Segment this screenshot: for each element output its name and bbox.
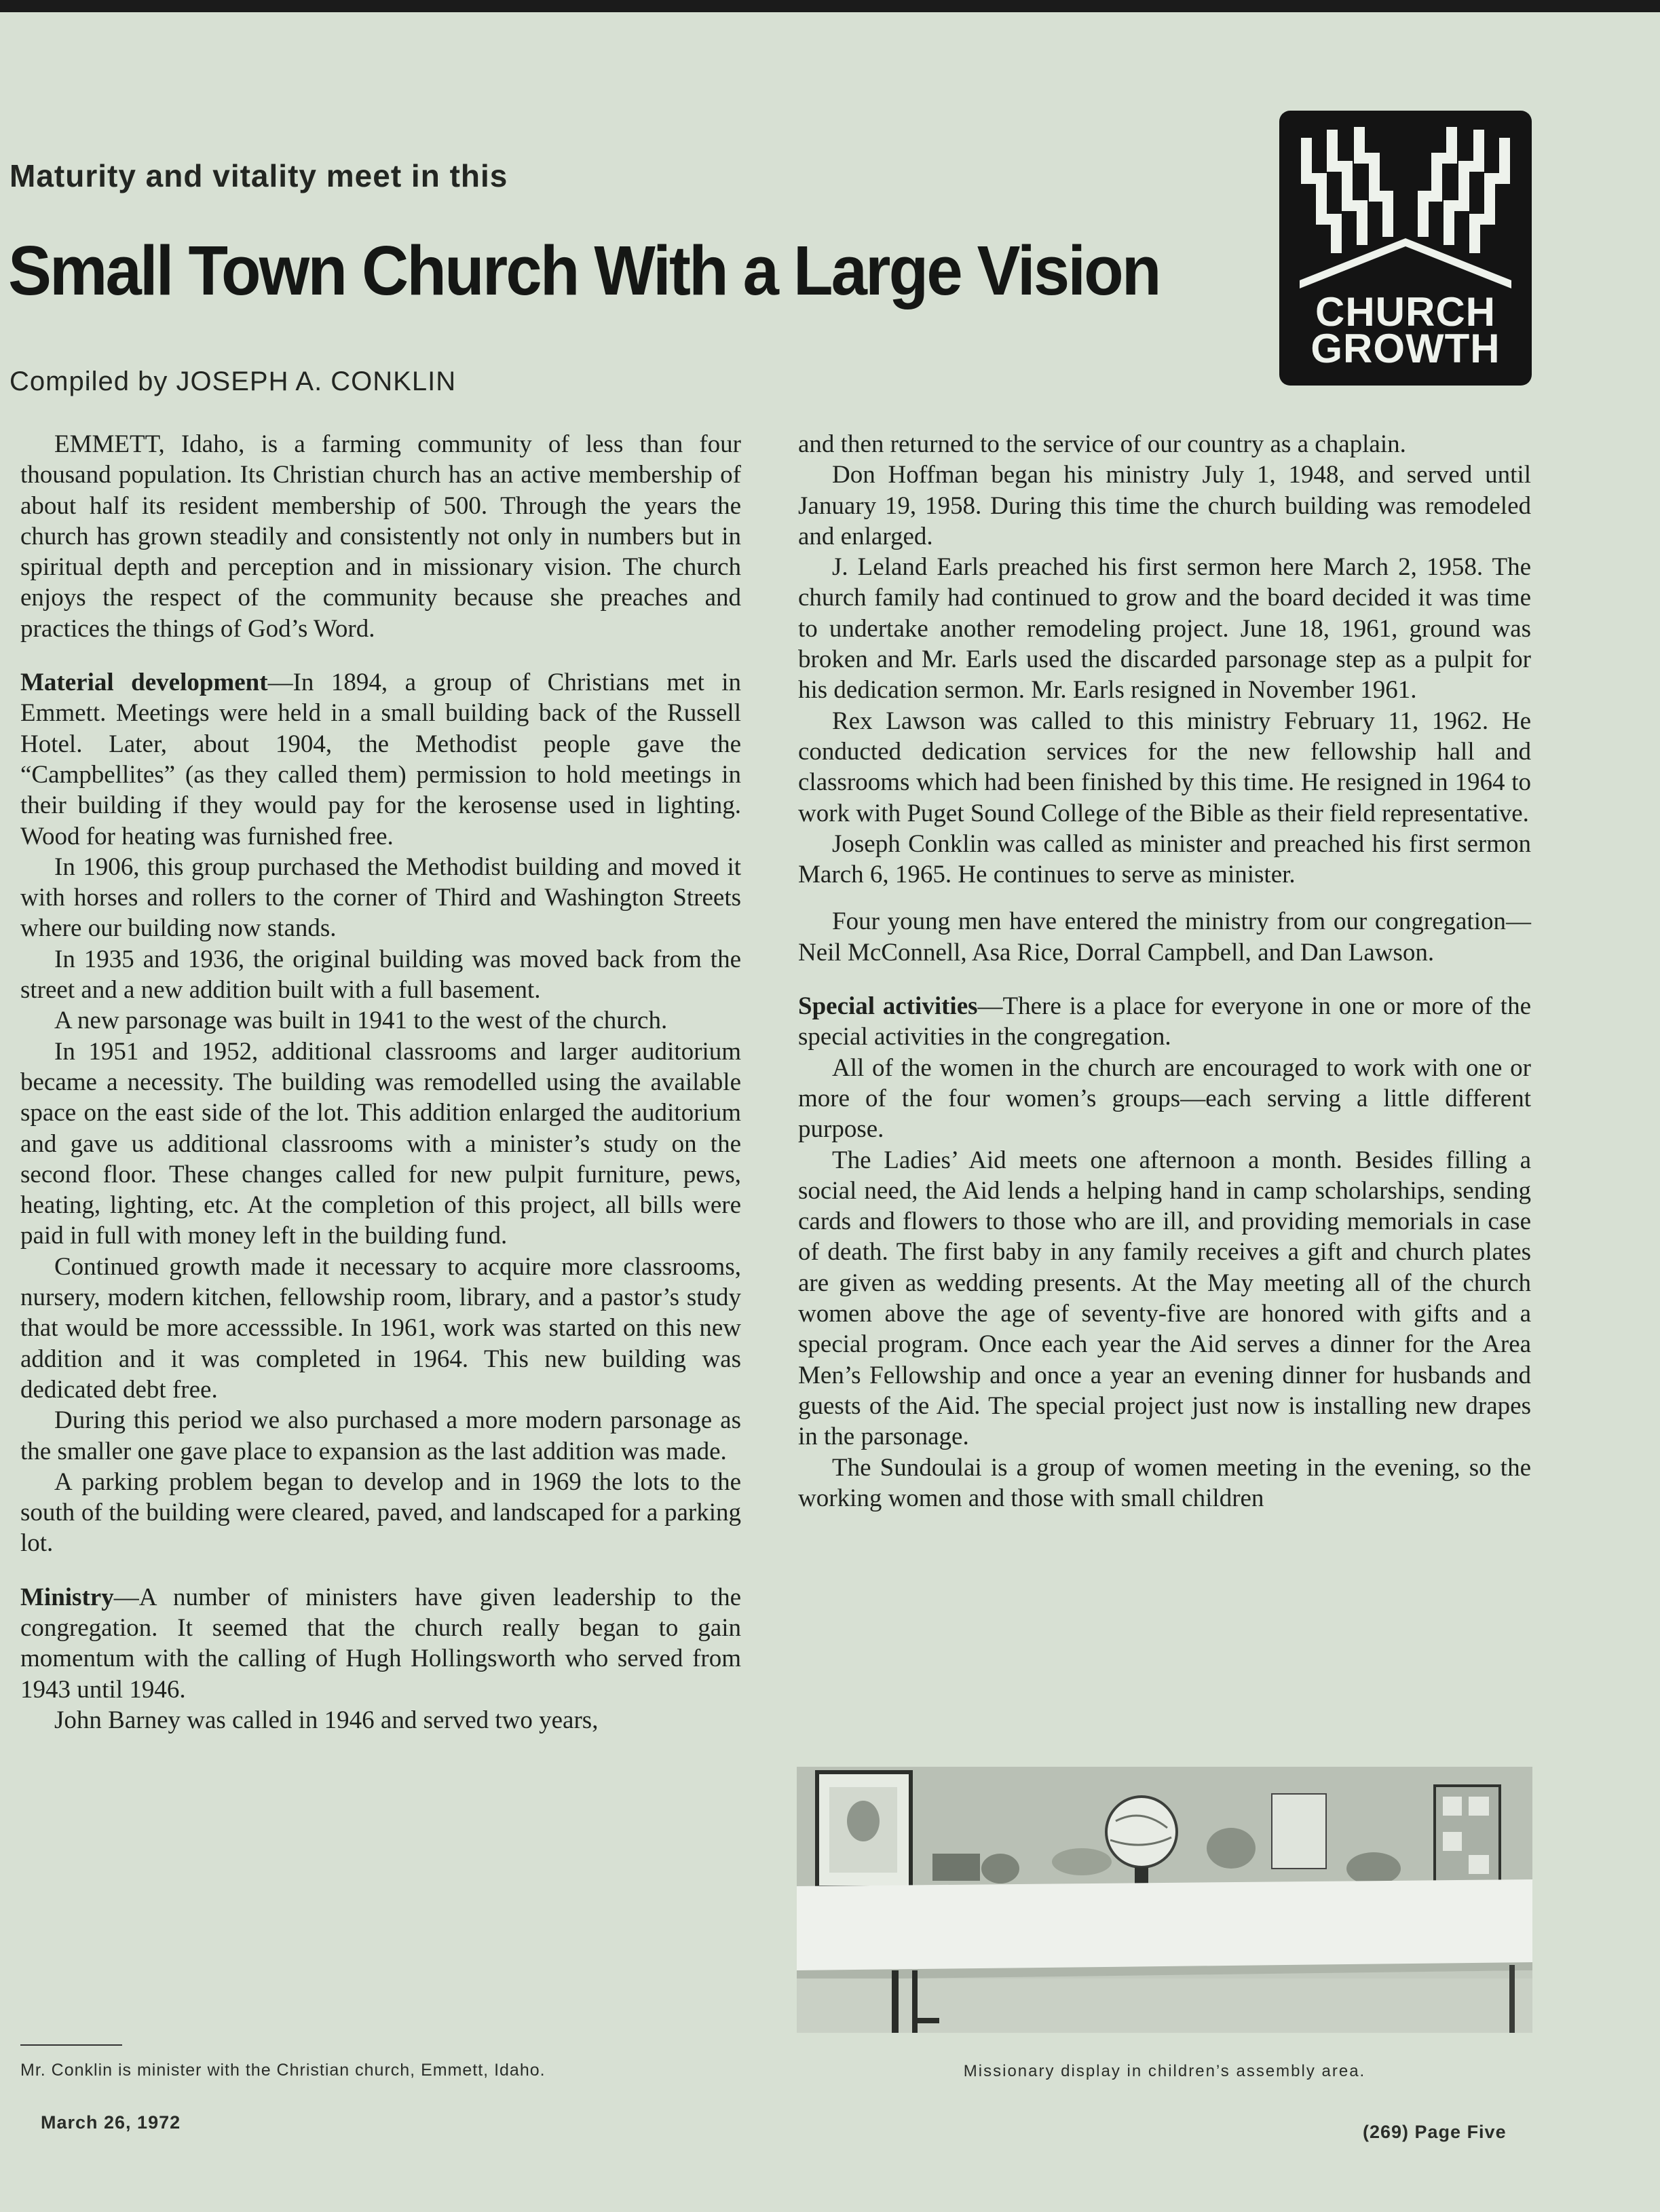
- paragraph-1941: A new parsonage was built in 1941 to the west of the church.: [54, 1007, 668, 1035]
- left-column: [20, 429, 741, 1736]
- paragraph-rex-lawson: Rex Lawson was called to this ministry February 11, 1962. He conducted dedication services for the new fellowship hall and classrooms which had been finished by this time. He resigned in 1964 to work with Puget Sound College of the Bible as their field representative.: [798, 707, 1531, 827]
- paragraph-1906: In 1906, this group purchased the Methodist building and moved it with horses and rollers to the corner of Third and Washington Streets where our building now stands.: [20, 852, 741, 943]
- paragraph-parking: A parking problem began to develop and in 1969 the lots to the south of the building were cleared, paved, and landscaped for a parking lot.: [20, 1467, 741, 1558]
- paragraph-continued-growth: Continued growth made it necessary to acquire more classrooms, nursery, modern kitchen, fellowship room, library, and a pastor’s study that would be more accesssible. In 1961, work was started on this new addition and it was completed in 1964. This new building was dedicated debt free.: [20, 1252, 741, 1404]
- material-development-paragraph: [20, 667, 741, 852]
- paragraph-don-hoffman: Don Hoffman began his ministry July 1, 1948, and served until January 19, 1958. During this time the church building was remodeled and enlarged.: [798, 461, 1531, 550]
- right-column: [798, 429, 1531, 1514]
- section-heading-material: Material development: [20, 669, 268, 697]
- special-activities-paragraph: [798, 991, 1531, 1053]
- church-growth-logo: [1279, 111, 1532, 386]
- article-kicker: Maturity and vitality meet in this: [10, 158, 508, 193]
- special-activities-text: —There is a place for everyone in one or more of the special activities in the congregation.: [798, 992, 1531, 1051]
- paragraph-four-young-men: Four young men have entered the ministry from our congregation—Neil McConnell, Asa Rice, Dorral Campbell, and Dan Lawson.: [798, 907, 1531, 967]
- paragraph-womens-groups: All of the women in the church are encouraged to work with one or more of the four women’s groups—each serving a little different purpose.: [798, 1053, 1531, 1144]
- paragraph-1935: In 1935 and 1936, the original building was moved back from the street and a new addition built with a full basement.: [20, 945, 741, 1005]
- paragraph-parsonage: During this period we also purchased a more modern parsonage as the smaller one gave place to expansion as the last addition was made.: [20, 1406, 741, 1465]
- paragraph-leland-earls: J. Leland Earls preached his first sermon here March 2, 1958. The church family had continued to grow and the board decided it was time to undertake another remodeling project. June 18, 1961, ground was broken and Mr. Earls used the discarded parsonage step as a pulpit for his dedication sermon. Mr. Earls resigned in November 1961.: [798, 553, 1531, 705]
- paragraph-john-barney: John Barney was called in 1946 and served two years,: [54, 1706, 599, 1734]
- display-table-image: [797, 1767, 1532, 2033]
- paragraph-chaplain: and then returned to the service of our country as a chaplain.: [798, 430, 1406, 458]
- paragraph-1951: In 1951 and 1952, additional classrooms and larger auditorium became a necessity. The building was remodelled using the available space on the east side of the lot. This addition enlarged the auditorium and gave us additional classrooms with a minister’s study on the second floor. These changes called for new pulpit furniture, pews, heating, lighting, etc. At the completion of this project, all bills were paid in full with money left in the building fund.: [20, 1037, 741, 1250]
- section-heading-ministry: Ministry: [20, 1583, 114, 1611]
- footnote-rule: [20, 2044, 122, 2046]
- page-number: (269) Page Five: [1363, 2122, 1507, 2142]
- missionary-display-photo: [797, 1767, 1532, 2033]
- paragraph-joseph-conklin: Joseph Conklin was called as minister and preached his first sermon March 6, 1965. He continues to serve as minister.: [798, 829, 1531, 889]
- top-edge-bar: [0, 0, 1660, 12]
- paragraph-ladies-aid: The Ladies’ Aid meets one afternoon a month. Besides filling a social need, the Aid lends a helping hand in camp scholarships, sending cards and flowers to those who are ill, and providing memorials in case of death. The first baby in any family receives a gift and church plates are given as wedding presents. At the May meeting all of the church women above the age of seventy-five are honored with gifts and a special program. Once each year the Aid serves a dinner for the Area Men’s Fellowship and once a year an evening dinner for husbands and guests of the Aid. The special project just now is installing new drapes in the parsonage.: [798, 1146, 1531, 1451]
- section-heading-special: Special activities: [798, 992, 978, 1021]
- ministry-paragraph: [20, 1582, 741, 1705]
- issue-date: March 26, 1972: [41, 2112, 181, 2133]
- material-development-text: —In 1894, a group of Christians met in Emmett. Meetings were held in a small building back of the Russell Hotel. Later, about 1904, the Methodist people gave the “Campbellites” (as they called them) permission to hold meetings in their building if they would pay for the kerosense used in lighting. Wood for heating was furnished free.: [20, 669, 741, 850]
- logo-line-growth: GROWTH: [1310, 326, 1501, 371]
- article-byline: Compiled by JOSEPH A. CONKLIN: [10, 367, 457, 396]
- paragraph-sundoulai: The Sundoulai is a group of women meeting in the evening, so the working women and those with small children: [798, 1453, 1531, 1512]
- author-footnote: Mr. Conklin is minister with the Christian church, Emmett, Idaho.: [20, 2061, 546, 2080]
- photo-caption: Missionary display in children’s assembly area.: [963, 2062, 1366, 2080]
- ministry-text: —A number of ministers have given leadership to the congregation. It seemed that the church really began to gain momentum with the calling of Hugh Hollingsworth who served from 1943 until 1946.: [20, 1583, 741, 1704]
- article-title: Small Town Church With a Large Vision: [8, 231, 1160, 310]
- intro-paragraph: EMMETT, Idaho, is a farming community of less than four thousand population. Its Christian church has an active membership of about half its resident membership of 500. Through the years the church has grown steadily and consistently not only in numbers but in spiritual depth and perception and in missionary vision. The church enjoys the respect of the community because she preaches and practices the things of God’s Word.: [20, 430, 741, 643]
- logo-line-church: CHURCH: [1315, 289, 1496, 335]
